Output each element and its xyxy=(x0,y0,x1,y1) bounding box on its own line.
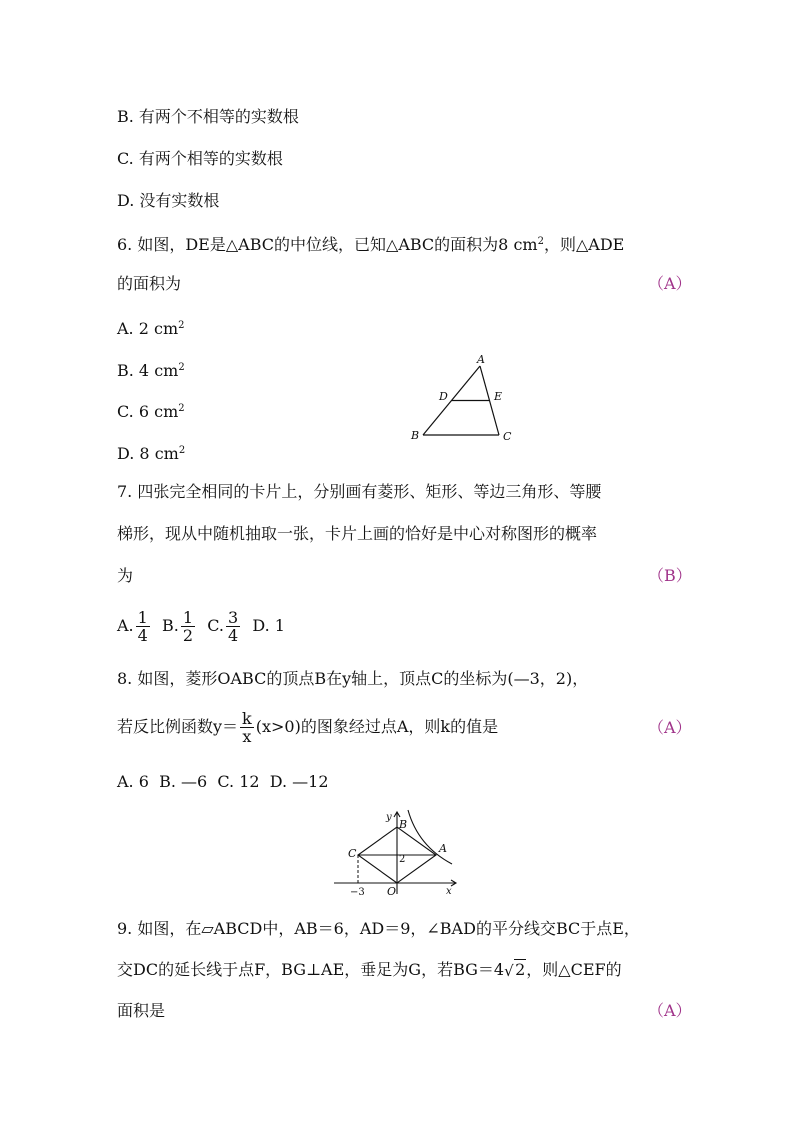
triangle-figure xyxy=(405,352,525,447)
option-b-q5: B. 有两个不相等的实数根 xyxy=(117,107,299,126)
question-6-line-1 xyxy=(117,232,624,255)
radical-sign: √ xyxy=(504,962,514,980)
q6-text-end: ，则△ADE xyxy=(543,235,625,254)
q7-b-denominator: 2 xyxy=(182,626,194,645)
option-b-sup: 2 xyxy=(178,362,185,373)
q7-option-d: D. 1 xyxy=(252,616,285,635)
question-9-line-1: 9. 如图，在▱ABCD中，AB＝6，AD＝9，∠BAD的平分线交BC于点E， xyxy=(117,919,640,938)
answer-q7: （B） xyxy=(648,566,692,585)
option-c-q5: C. 有两个相等的实数根 xyxy=(117,149,283,168)
label-b: B xyxy=(411,429,420,442)
option-d-q5: D. 没有实数根 xyxy=(117,191,220,210)
q9-radicand: 2 xyxy=(515,960,526,979)
rhombus-figure xyxy=(330,806,465,898)
option-d-sup: 2 xyxy=(178,445,186,456)
option-c-sup: 2 xyxy=(178,403,185,414)
q8-numerator: k xyxy=(242,709,252,728)
label-a: A xyxy=(439,842,447,855)
option-b-text: B. 4 cm xyxy=(117,361,179,380)
question-7-line-3: 为 xyxy=(117,566,134,585)
label-a: A xyxy=(477,353,485,366)
label-x-axis: x xyxy=(446,886,452,897)
question-8-line-1: 8. 如图，菱形OABC的顶点B在y轴上，顶点C的坐标为(—3，2)， xyxy=(117,669,589,688)
question-8-options: A. 6 B. —6 C. 12 D. —12 xyxy=(117,772,329,791)
question-7-line-2: 梯形，现从中随机抽取一张，卡片上画的恰好是中心对称图形的概率 xyxy=(117,524,598,543)
q8-text-pre: 若反比例函数y＝ xyxy=(117,717,239,736)
label-b: B xyxy=(399,818,408,831)
label-e: E xyxy=(494,390,503,403)
label-y-axis: y xyxy=(386,812,392,823)
option-c-q6 xyxy=(117,399,185,422)
question-6-line-2: 的面积为 xyxy=(117,274,182,293)
question-7-options xyxy=(117,602,285,650)
question-8-line-2 xyxy=(117,703,498,751)
q6-text: 6. 如图，DE是△ABC的中位线，已知△ABC的面积为8 cm xyxy=(117,235,538,254)
option-a-q6 xyxy=(117,316,185,339)
hyperbola-curve xyxy=(408,810,452,864)
q7-fraction-c xyxy=(226,609,240,644)
q7-b-numerator: 1 xyxy=(182,608,194,627)
q7-option-b: B. xyxy=(162,616,179,635)
label-two: 2 xyxy=(399,854,406,865)
q7-a-denominator: 4 xyxy=(137,626,148,645)
answer-q6: （A） xyxy=(648,274,692,293)
label-c: C xyxy=(503,430,512,443)
option-d-q6 xyxy=(117,441,185,464)
q8-denominator: x xyxy=(242,727,252,746)
question-9-line-2 xyxy=(117,960,622,980)
q8-fraction xyxy=(240,710,254,745)
question-7-line-1: 7. 四张完全相同的卡片上，分别画有菱形、矩形、等边三角形、等腰 xyxy=(117,482,602,501)
q6-superscript: 2 xyxy=(537,236,544,247)
answer-q9: （A） xyxy=(648,1001,692,1020)
q7-fraction-b xyxy=(181,609,195,644)
q9-text-pre: 交DC的延长线于点F，BG⊥AE，垂足为G，若BG＝4 xyxy=(117,960,505,979)
option-c-text: C. 6 cm xyxy=(117,402,179,421)
label-neg3: −3 xyxy=(350,887,365,898)
q8-text-post: (x>0)的图象经过点A，则k的值是 xyxy=(255,717,499,736)
option-a-text: A. 2 cm xyxy=(117,319,179,338)
label-o: O xyxy=(387,885,397,898)
option-a-sup: 2 xyxy=(178,320,185,331)
q7-option-c: C. xyxy=(207,616,224,635)
q9-sqrt xyxy=(504,960,526,980)
label-d: D xyxy=(439,390,448,403)
label-c: C xyxy=(348,847,357,860)
q7-option-a: A. xyxy=(117,616,134,635)
q7-a-numerator: 1 xyxy=(137,608,148,627)
question-9-line-3: 面积是 xyxy=(117,1001,166,1020)
q9-text-post: ，则△CEF的 xyxy=(526,960,622,979)
answer-q8: （A） xyxy=(648,718,692,737)
option-d-text: D. 8 cm xyxy=(117,444,179,463)
q7-fraction-a xyxy=(136,609,150,644)
q7-c-numerator: 3 xyxy=(227,608,239,627)
q7-c-denominator: 4 xyxy=(227,626,239,645)
option-b-q6 xyxy=(117,358,185,381)
